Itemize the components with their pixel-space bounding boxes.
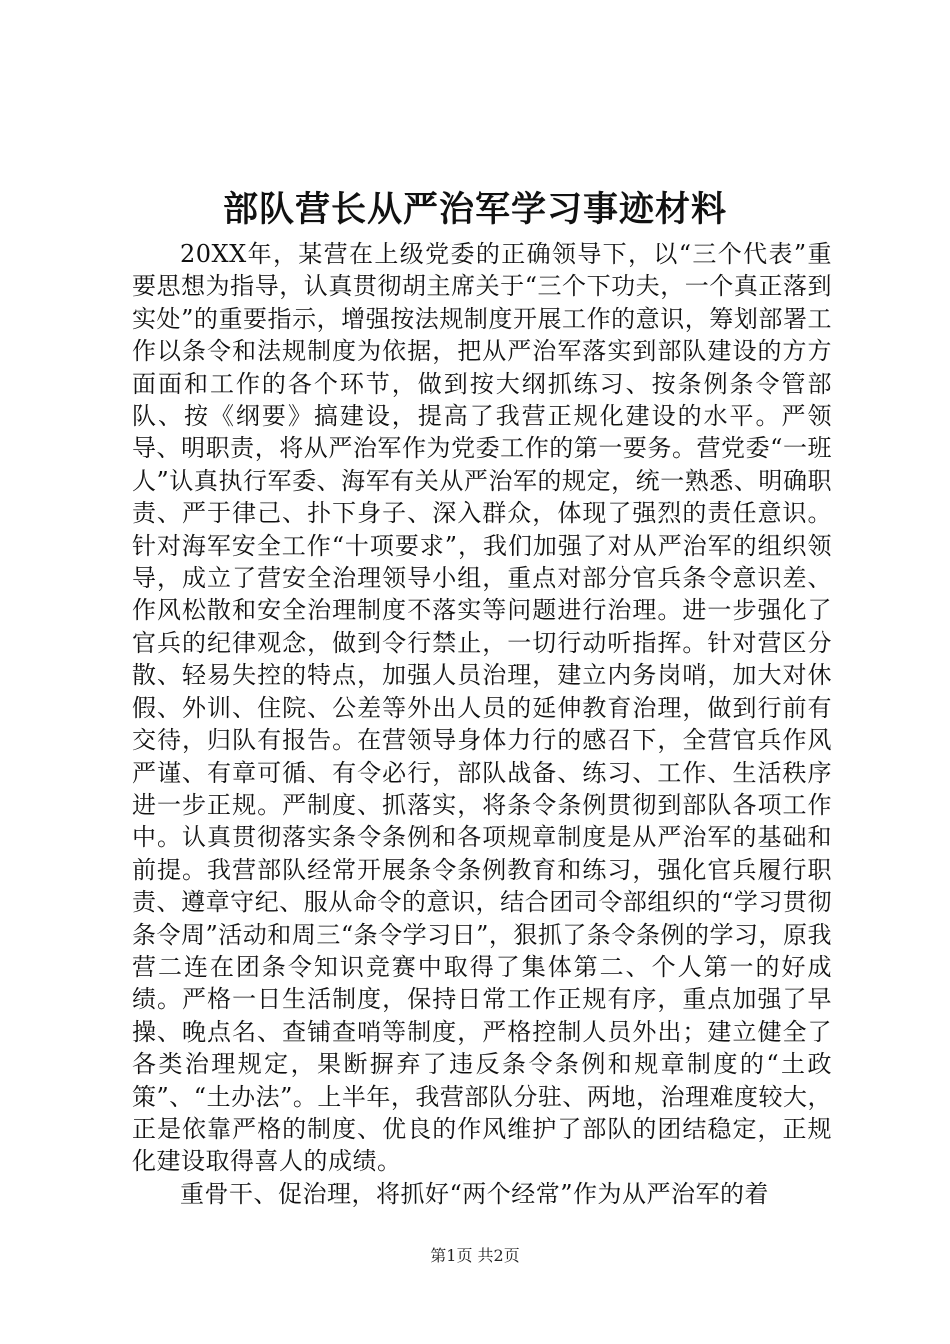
body-paragraph: 20XX年，某营在上级党委的正确领导下，以“三个代表”重要思想为指导，认真贯彻胡主席关于“三个下功夫，一个真正落到实处”的重要指示，增强按法规制度开展工作的意识，筹划部署工作以条令和法规制度为依据，把从严治军落实到部队建设的方方面面和工作的各个环节，做到按大纲抓练习、按条例条令管部队、按《纲要》搞建设，提高了我营正规化建设的水平。严领导、明职责，将从严治军作为党委工作的第一要务。营党委“一班人”认真执行军委、海军有关从严治军的规定，统一熟悉、明确职责、严于律己、扑下身子、深入群众，体现了强烈的责任意识。针对海军安全工作“十项要求”，我们加强了对从严治军的组织领导，成立了营安全治理领导小组，重点对部分官兵条令意识差、作风松散和安全治理制度不落实等问题进行治理。进一步强化了官兵的纪律观念，做到令行禁止，一切行动听指挥。针对营区分散、轻易失控的特点，加强人员治理，建立内务岗哨，加大对休假、外训、住院、公差等外出人员的延伸教育治理，做到行前有交待，归队有报告。在营领导身体力行的感召下，全营官兵作风严谨、有章可循、有令必行，部队战备、练习、工作、生活秩序进一步正规。严制度、抓落实，将条令条例贯彻到部队各项工作中。认真贯彻落实条令条例和各项规章制度是从严治军的基础和前提。我营部队经常开展条令条例教育和练习，强化官兵履行职责、遵章守纪、服从命令的意识，结合团司令部组织的“学习贯彻条令周”活动和周三“条令学习日”，狠抓了条令条例的学习，原我营二连在团条令知识竞赛中取得了集体第二、个人第一的好成绩。严格一日生活制度，保持日常工作正规有序，重点加强了早操、晚点名、查铺查哨等制度，严格控制人员外出；建立健全了各类治理规定，果断摒弃了违反条令条例和规章制度的“土政策”、“土办法”。上半年，我营部队分驻、两地，治理难度较大，正是依靠严格的制度、优良的作风维护了部队的团结稳定，正规化建设取得喜人的成绩。 bbox=[132, 240, 832, 1176]
document-body bbox=[132, 238, 832, 1210]
page-footer: 第1页 共2页 bbox=[430, 1246, 520, 1265]
document-title: 部队营长从严治军学习事迹材料 bbox=[222, 189, 727, 230]
body-paragraph: 重骨干、促治理，将抓好“两个经常”作为从严治军的着 bbox=[180, 1179, 770, 1208]
